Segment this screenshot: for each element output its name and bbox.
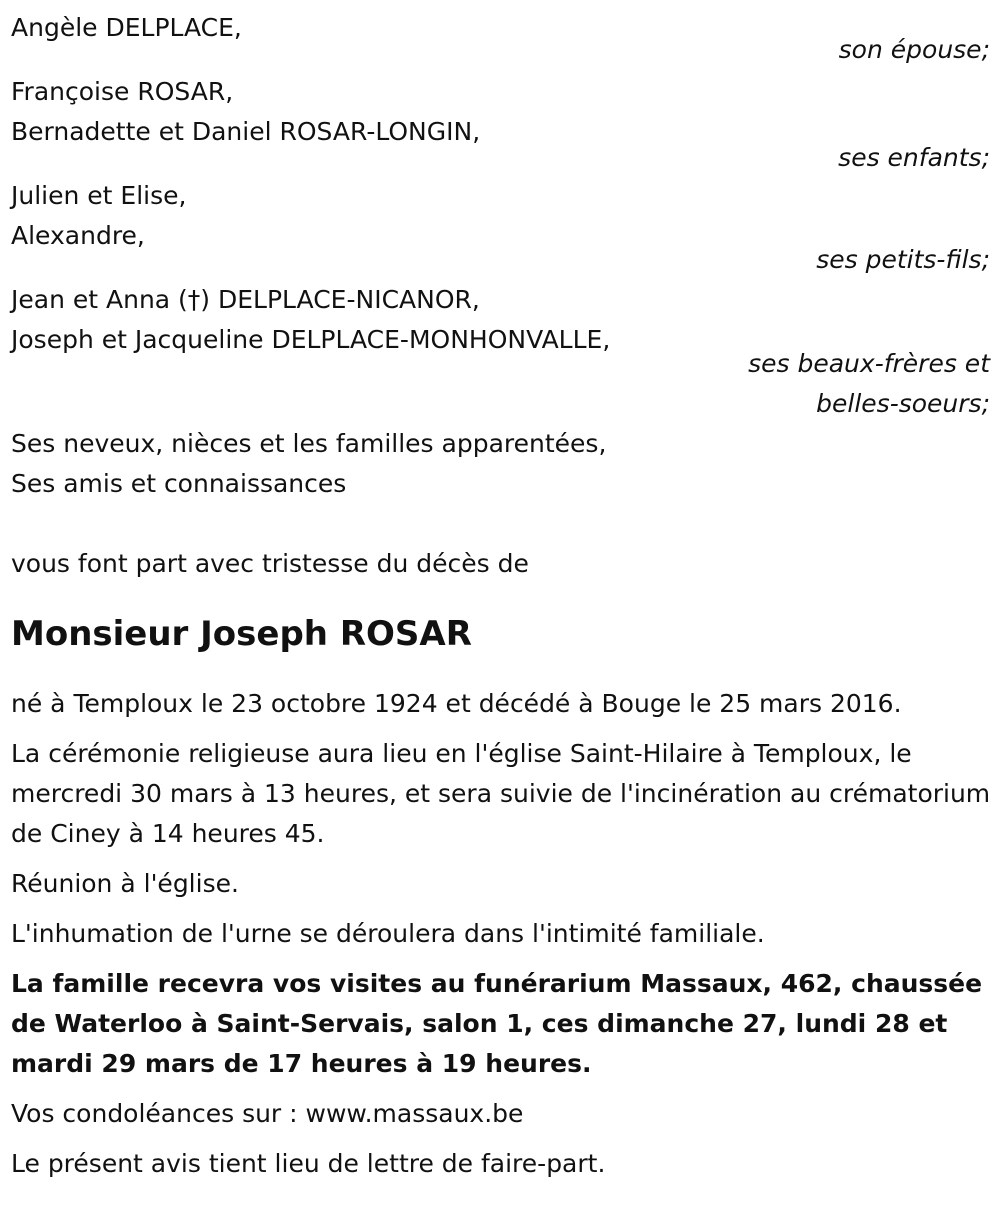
announcement-text: vous font part avec tristesse du décès de: [11, 549, 529, 578]
burial-text: L'inhumation de l'urne se déroulera dans l'intimité familiale.: [11, 919, 765, 948]
ceremony-text: La cérémonie religieuse aura lieu en l'église Saint-Hilaire à Temploux, le mercredi 30 mars à 13 heures, et sera suivie de l'incinération au crématorium de Ciney à 14 heures 45.: [11, 739, 991, 848]
birth-death-text: né à Temploux le 23 octobre 1924 et décédé à Bouge le 25 mars 2016.: [11, 689, 902, 718]
condolences-text: Vos condoléances sur : www.massaux.be: [11, 1099, 524, 1128]
inlaws-role-line1: ses beaux-frères et: [748, 349, 990, 378]
grandchild-name: Julien et Elise,: [11, 181, 187, 210]
visits-text: La famille recevra vos visites au funérarium Massaux, 462, chaussée de Waterloo à Saint-Servais, salon 1, ces dimanche 27, lundi 28 et mardi 29 mars de 17 heures à 19 heures.: [11, 969, 983, 1078]
meeting-text: Réunion à l'église.: [11, 869, 239, 898]
grandchildren-role: ses petits-fils;: [816, 245, 990, 274]
inlaw-name: Joseph et Jacqueline DELPLACE-MONHONVALLE,: [11, 325, 611, 354]
grandchild-name: Alexandre,: [11, 221, 145, 250]
children-role: ses enfants;: [838, 143, 990, 172]
child-name: Françoise ROSAR,: [11, 77, 234, 106]
deceased-name: Monsieur Joseph ROSAR: [11, 614, 472, 654]
spouse-role: son épouse;: [838, 35, 990, 64]
notice-text: Le présent avis tient lieu de lettre de faire-part.: [11, 1149, 606, 1178]
spouse-name: Angèle DELPLACE,: [11, 13, 242, 42]
relatives-line: Ses neveux, nièces et les familles apparentées,: [11, 429, 607, 458]
obituary-notice: [11, 8, 991, 1194]
inlaw-name: Jean et Anna (†) DELPLACE-NICANOR,: [11, 285, 480, 314]
child-name: Bernadette et Daniel ROSAR-LONGIN,: [11, 117, 481, 146]
inlaws-role-line2: belles-soeurs;: [816, 389, 990, 418]
friends-line: Ses amis et connaissances: [11, 469, 347, 498]
